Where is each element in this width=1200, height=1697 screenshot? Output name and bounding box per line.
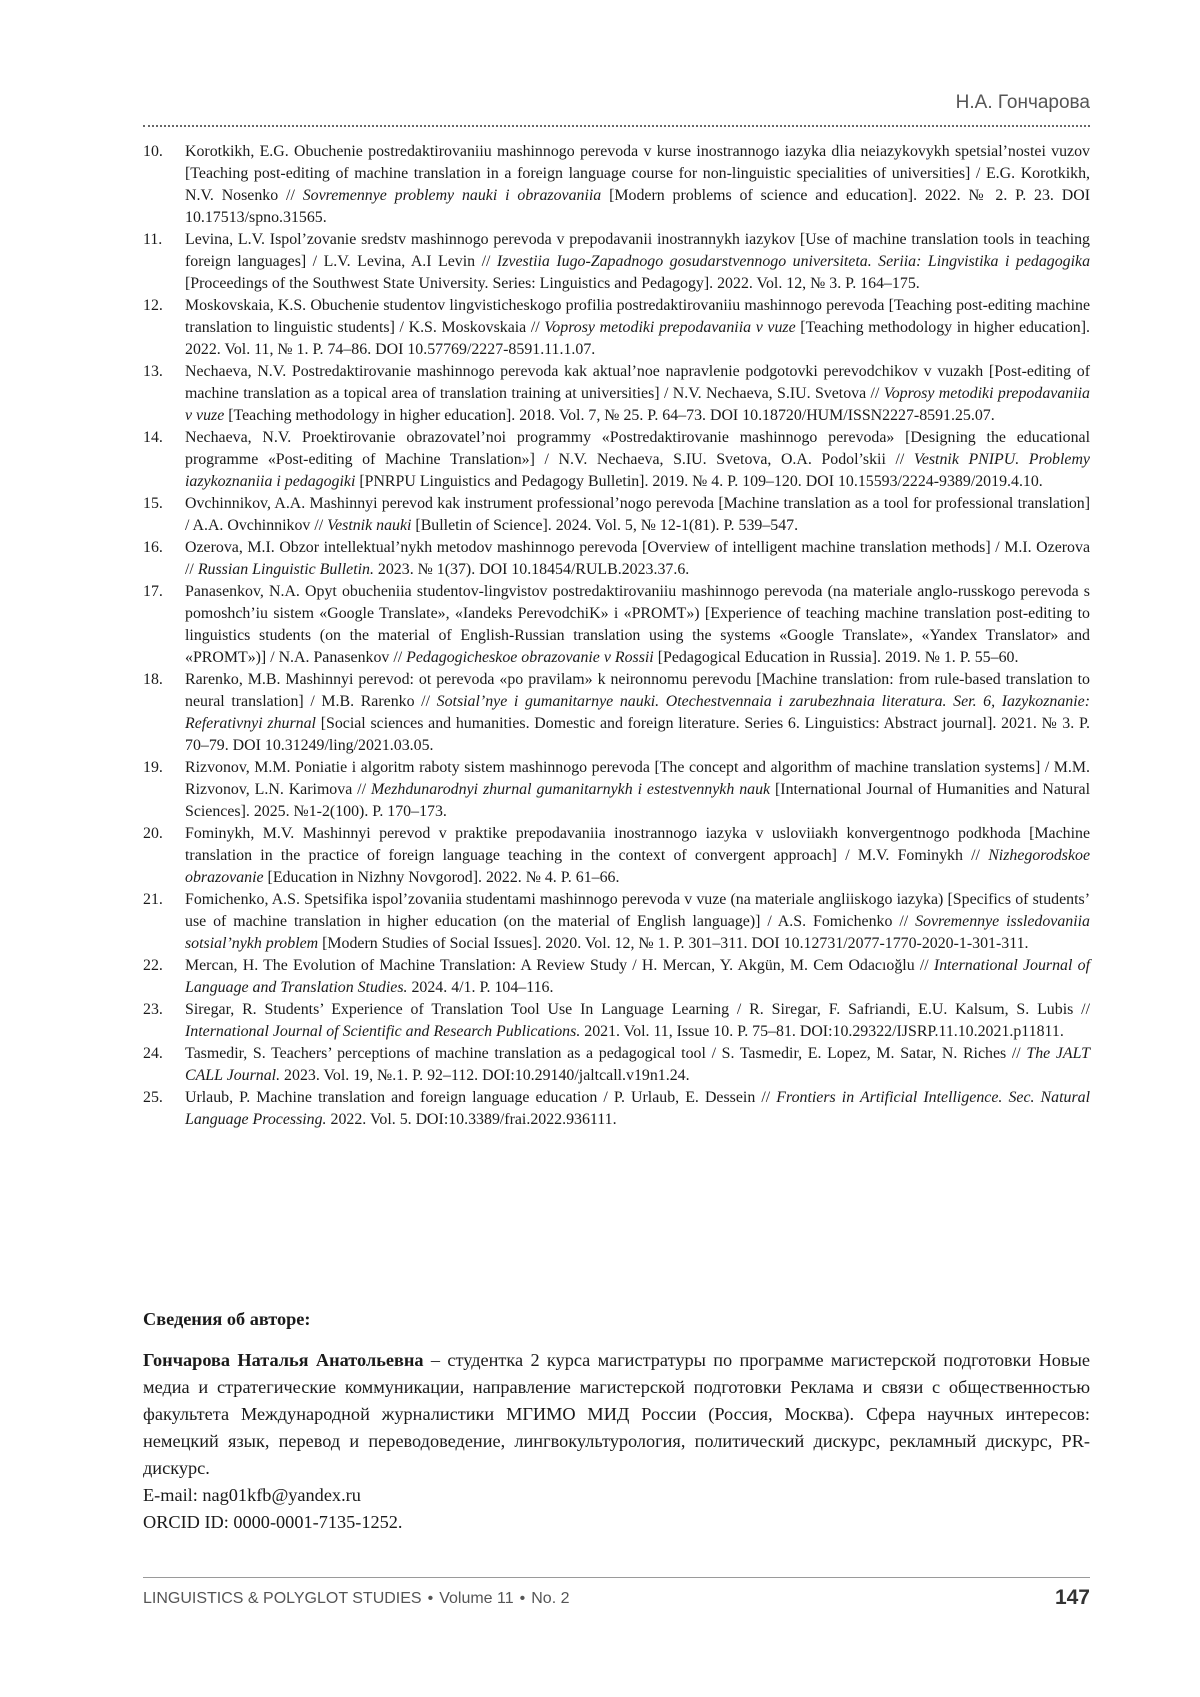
- reference-source-title: International Journal of Language and Translation Studies.: [185, 957, 1090, 996]
- reference-text: [International Journal of Humanities and Natural Sciences]. 2025. №1-2(100). P. 170–173.: [185, 781, 1090, 820]
- author-name: Гончарова Наталья Анатольевна: [143, 1350, 424, 1370]
- reference-text: [Education in Nizhny Novgorod]. 2022. № 4. P. 61–66.: [263, 869, 620, 886]
- footer-divider: [143, 1577, 1090, 1578]
- reference-source-title: Sovremennye problemy nauki i obrazovaniia: [302, 187, 602, 204]
- reference-text: [Proceedings of the Southwest State University. Series: Linguistics and Pedagogy]. 2022. Vol. 12, № 3. P. 164–175.: [185, 275, 920, 292]
- reference-text: Nechaeva, N.V. Proektirovanie obrazovatel’noi programmy «Postredaktirovanie mashinnogo perevoda» [Designing the educational programme «Post-editing of Machine Translation»] / N.V. Nechaeva, S.IU. Svetova, O.A. Podol’skii //: [185, 429, 1090, 468]
- reference-number: 18.: [143, 671, 163, 688]
- reference-source-title: Sovremennye issledovaniia sotsial’nykh problem: [185, 913, 1090, 952]
- reference-source-title: The JALT CALL Journal.: [185, 1045, 1090, 1084]
- reference-source-title: International Journal of Scientific and Research Publications.: [185, 1023, 581, 1040]
- reference-number: 11.: [143, 231, 163, 248]
- reference-item: [143, 537, 1090, 581]
- header-divider: [143, 125, 1090, 127]
- reference-source-title: Sotsial’nye i gumanitarnye nauki. Otechestvennaia i zarubezhnaia literatura. Ser. 6, Iazykoznanie: Referativnyi zhurnal: [185, 693, 1090, 732]
- reference-number: 17.: [143, 583, 163, 600]
- reference-number: 14.: [143, 429, 163, 446]
- reference-source-title: Frontiers in Artificial Intelligence. Sec. Natural Language Processing.: [185, 1089, 1090, 1128]
- reference-item: [143, 361, 1090, 427]
- reference-number: 23.: [143, 1001, 163, 1018]
- reference-number: 24.: [143, 1045, 163, 1062]
- reference-number: 20.: [143, 825, 163, 842]
- reference-number: 15.: [143, 495, 163, 512]
- reference-text: 2022. Vol. 5. DOI:10.3389/frai.2022.936111.: [326, 1111, 617, 1128]
- reference-number: 16.: [143, 539, 163, 556]
- reference-text: Fominykh, M.V. Mashinnyi perevod v praktike prepodavaniia inostrannogo iazyka v usloviiakh konvergentnogo podkhoda [Machine translation in the practice of foreign language teaching in the context of convergent approach] / M.V. Fominykh //: [185, 825, 1090, 864]
- reference-text: Panasenkov, N.A. Opyt obucheniia studentov-lingvistov postredaktirovaniiu mashinnogo perevoda (na materiale anglo-russkogo perevoda s pomoshch’iu sistem «Google Translate», «Iandeks PerevodchiK» i «PROMT») [Experience of teaching machine translation post-editing to linguistics students (on the material of English-Russian translation using the systems «Google Translate», «Yandex Translator» and «PROMT»)] / N.A. Panasenkov //: [185, 583, 1090, 666]
- reference-source-title: Voprosy metodiki prepodavaniia v vuze: [544, 319, 796, 336]
- reference-text: [Pedagogical Education in Russia]. 2019. № 1. P. 55–60.: [653, 649, 1019, 666]
- reference-number: 25.: [143, 1089, 163, 1106]
- reference-text: [Bulletin of Science]. 2024. Vol. 5, № 12-1(81). P. 539–547.: [411, 517, 799, 534]
- page-number: 147: [1054, 1586, 1090, 1609]
- reference-item: [143, 669, 1090, 757]
- reference-number: 12.: [143, 297, 163, 314]
- footer-volume: Volume 11: [439, 1590, 514, 1607]
- reference-number: 10.: [143, 143, 163, 160]
- reference-source-title: Nizhegorodskoe obrazovanie: [185, 847, 1090, 886]
- reference-text: Korotkikh, E.G. Obuchenie postredaktirovaniiu mashinnogo perevoda v kurse inostrannogo iazyka dlia neiazykovykh spetsial’nostei vuzov [Teaching post-editing of machine translation in a foreign language course for non-linguistic specialities of universities] / E.G. Korotkikh, N.V. Nosenko //: [185, 143, 1090, 204]
- reference-item: [143, 757, 1090, 823]
- reference-source-title: Vestnik nauki: [327, 517, 412, 534]
- reference-text: [Social sciences and humanities. Domestic and foreign literature. Series 6. Linguistics: Abstract journal]. 2021. № 3. P. 70–79. DOI 10.31249/ling/2021.03.05.: [185, 715, 1090, 754]
- reference-text: Rarenko, M.B. Mashinnyi perevod: ot perevoda «po pravilam» k neironnomu perevodu [Machine translation: from rule-based translation to neural translation] / M.B. Rarenko //: [185, 671, 1090, 710]
- reference-item: [143, 141, 1090, 229]
- author-email: E-mail: nag01kfb@yandex.ru: [143, 1485, 361, 1505]
- footer-separator: •: [427, 1590, 434, 1607]
- footer-journal-info: [143, 1590, 569, 1608]
- reference-item: [143, 999, 1090, 1043]
- reference-item: [143, 1043, 1090, 1087]
- reference-text: [Teaching methodology in higher education]. 2022. Vol. 11, № 1. P. 74–86. DOI 10.57769/2227-8591.11.1.07.: [185, 319, 1090, 358]
- reference-item: [143, 493, 1090, 537]
- reference-text: Moskovskaia, K.S. Obuchenie studentov lingvisticheskogo profilia postredaktirovaniiu mashinnogo perevoda [Teaching post-editing machine translation to linguistic students] / K.S. Moskovskaia //: [185, 297, 1090, 336]
- reference-source-title: Russian Linguistic Bulletin.: [197, 561, 374, 578]
- footer-separator: •: [519, 1590, 526, 1607]
- reference-number: 22.: [143, 957, 163, 974]
- reference-text: 2021. Vol. 11, Issue 10. P. 75–81. DOI:10.29322/IJSRP.11.10.2021.p11811.: [580, 1023, 1064, 1040]
- reference-source-title: Pedagogicheskoe obrazovanie v Rossii: [406, 649, 654, 666]
- footer-issue: No. 2: [531, 1590, 570, 1607]
- reference-text: [Modern Studies of Social Issues]. 2020. Vol. 12, № 1. P. 301–311. DOI 10.12731/2077-1770-2020-1-301-311.: [318, 935, 1029, 952]
- reference-item: [143, 955, 1090, 999]
- reference-text: [Modern problems of science and education]. 2022. № 2. P. 23. DOI 10.17513/spno.31565.: [185, 187, 1090, 226]
- reference-text: Siregar, R. Students’ Experience of Translation Tool Use In Language Learning / R. Siregar, F. Safriandi, E.U. Kalsum, S. Lubis //: [185, 1001, 1090, 1018]
- author-info-heading: Сведения об авторе:: [143, 1309, 311, 1329]
- author-bio: [143, 1347, 1090, 1482]
- reference-text: Rizvonov, M.M. Poniatie i algoritm raboty sistem mashinnogo perevoda [The concept and algorithm of machine translation systems] / M.M. Rizvonov, L.N. Karimova //: [185, 759, 1090, 798]
- reference-text: Urlaub, P. Machine translation and foreign language education / P. Urlaub, E. Dessein //: [185, 1089, 777, 1106]
- reference-text: Tasmedir, S. Teachers’ perceptions of machine translation as a pedagogical tool / S. Tasmedir, E. Lopez, M. Satar, N. Riches //: [185, 1045, 1027, 1062]
- reference-source-title: Mezhdunarodnyi zhurnal gumanitarnykh i estestvennykh nauk: [370, 781, 771, 798]
- reference-number: 19.: [143, 759, 163, 776]
- reference-text: [Teaching methodology in higher education]. 2018. Vol. 7, № 25. P. 64–73. DOI 10.18720/HUM/ISSN2227-8591.25.07.: [224, 407, 995, 424]
- reference-text: [PNRPU Linguistics and Pedagogy Bulletin]. 2019. № 4. P. 109–120. DOI 10.15593/2224-9389/2019.4.10.: [355, 473, 1043, 490]
- author-info-section: [143, 1306, 1090, 1536]
- reference-text: 2023. № 1(37). DOI 10.18454/RULB.2023.37.6.: [373, 561, 690, 578]
- reference-item: [143, 427, 1090, 493]
- reference-item: [143, 823, 1090, 889]
- reference-text: 2023. Vol. 19, №.1. P. 92–112. DOI:10.29140/jaltcall.v19n1.24.: [280, 1067, 690, 1084]
- author-bio-text: – студентка 2 курса магистратуры по программе магистерской подготовки Новые медиа и стратегические коммуникации, направление магистерской подготовки Реклама и связи с общественностью факультета Международной журналистики МГИМО МИД России (Россия, Москва). Сфера научных интересов: немецкий язык, перевод и переводоведение, лингвокультурология, политический дискурс, рекламный дискурс, PR-дискурс.: [143, 1350, 1090, 1478]
- reference-source-title: Vestnik PNIPU. Problemy iazykoznaniia i pedagogiki: [185, 451, 1090, 490]
- reference-list: [143, 141, 1090, 1131]
- author-orcid: ORCID ID: 0000-0001-7135-1252.: [143, 1512, 403, 1532]
- reference-text: Ovchinnikov, A.A. Mashinnyi perevod kak instrument professional’nogo perevoda [Machine translation as a tool for professional translation] / A.A. Ovchinnikov //: [185, 495, 1090, 534]
- reference-item: [143, 1087, 1090, 1131]
- reference-item: [143, 889, 1090, 955]
- reference-text: Mercan, H. The Evolution of Machine Translation: A Review Study / H. Mercan, Y. Akgün, M. Cem Odacıoğlu //: [185, 957, 934, 974]
- running-header-author: Н.А. Гончарова: [955, 92, 1090, 113]
- reference-number: 13.: [143, 363, 163, 380]
- reference-item: [143, 581, 1090, 669]
- reference-text: Fomichenko, A.S. Spetsifika ispol’zovaniia studentami mashinnogo perevoda v vuze (na materiale angliiskogo iazyka) [Specifics of students’ use of machine translation in higher education (on the material of English language)] / A.S. Fomichenko //: [185, 891, 1090, 930]
- reference-text: 2024. 4/1. P. 104–116.: [407, 979, 554, 996]
- reference-source-title: Izvestiia Iugo-Zapadnogo gosudarstvennogo universiteta. Seriia: Lingvistika i pedagogika: [496, 253, 1091, 270]
- reference-text: Ozerova, M.I. Obzor intellektual’nykh metodov mashinnogo perevoda [Overview of intelligent machine translation methods] / M.I. Ozerova //: [185, 539, 1090, 578]
- reference-text: Levina, L.V. Ispol’zovanie sredstv mashinnogo perevoda v prepodavanii inostrannykh iazykov [Use of machine translation tools in teaching foreign languages] / L.V. Levina, A.I Levin //: [185, 231, 1090, 270]
- reference-number: 21.: [143, 891, 163, 908]
- reference-source-title: Voprosy metodiki prepodavaniia v vuze: [185, 385, 1090, 424]
- reference-item: [143, 229, 1090, 295]
- reference-item: [143, 295, 1090, 361]
- reference-text: Nechaeva, N.V. Postredaktirovanie mashinnogo perevoda kak aktual’noe napravlenie podgotovki perevodchikov v vuzakh [Post-editing of machine translation as a topical area of translation training at universities] / N.V. Nechaeva, S.IU. Svetova //: [185, 363, 1090, 402]
- footer-journal-name: LINGUISTICS & POLYGLOT STUDIES: [143, 1590, 422, 1607]
